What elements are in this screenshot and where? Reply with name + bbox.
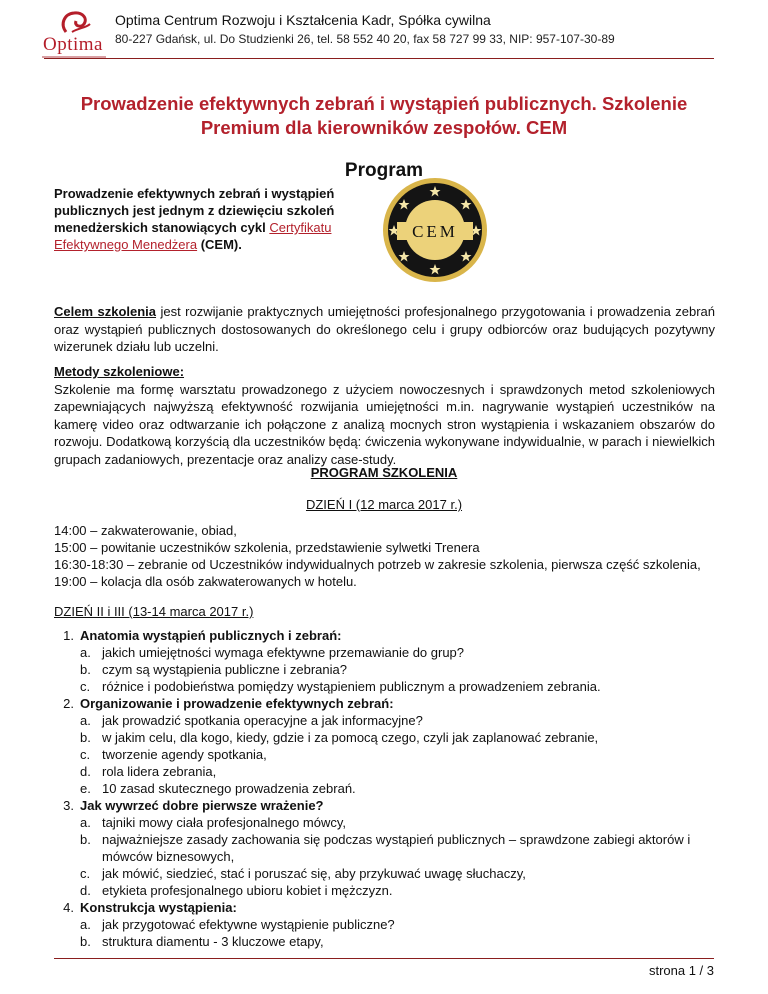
item-letter: e. — [80, 781, 91, 796]
item-letter: c. — [80, 679, 91, 694]
list-item — [54, 763, 715, 780]
section-number: 3. — [63, 798, 74, 813]
program-title: PROGRAM SZKOLENIA — [310, 465, 458, 480]
cem-certificate-link[interactable]: Certyfikatu Efektywnego Menedżera — [54, 220, 332, 252]
list-item — [54, 712, 715, 729]
section-title: Anatomia wystąpień publicznych i zebrań: — [80, 628, 342, 643]
list-item — [54, 831, 715, 865]
page-number: strona 1 / 3 — [648, 963, 714, 978]
section-title: Organizowanie i prowadzenie efektywnych zebrań: — [80, 696, 394, 711]
day1-schedule — [54, 522, 701, 590]
program-list — [54, 627, 715, 950]
list-item — [54, 644, 715, 661]
list-item — [54, 678, 715, 695]
item-text: 10 zasad skutecznego prowadzenia zebrań. — [102, 781, 356, 796]
item-letter: a. — [80, 645, 91, 660]
item-text: tajniki mowy ciała profesjonalnego mówcy, — [102, 815, 346, 830]
list-item — [54, 729, 715, 746]
schedule-item: 14:00 – zakwaterowanie, obiad, — [54, 523, 237, 538]
item-text: czym są wystąpienia publiczne i zebrania? — [102, 662, 347, 677]
section-title: Konstrukcja wystąpienia: — [80, 900, 237, 915]
schedule-item: 19:00 – kolacja dla osób zakwaterowanych w hotelu. — [54, 574, 357, 589]
item-letter: a. — [80, 713, 91, 728]
day1-title: DZIEŃ I (12 marca 2017 r.) — [305, 497, 463, 512]
item-text: tworzenie agendy spotkania, — [102, 747, 267, 762]
item-text: etykieta profesjonalnego ubioru kobiet i mężczyzn. — [102, 883, 393, 898]
schedule-item: 16:30-18:30 – zebranie od Uczestników indywidualnych potrzeb w zakresie szkolenia, pierwsza część szkolenia, — [54, 557, 701, 572]
day2-title: DZIEŃ II i III (13-14 marca 2017 r.) — [54, 604, 254, 619]
section-heading — [54, 797, 715, 814]
program-heading: Program — [344, 160, 424, 181]
goal-paragraph — [54, 303, 715, 356]
item-letter: d. — [80, 883, 91, 898]
logo-text: Optima — [43, 34, 103, 55]
item-letter: b. — [80, 730, 91, 745]
item-letter: a. — [80, 917, 91, 932]
item-text: jak prowadzić spotkania operacyjne a jak informacyjne? — [102, 713, 423, 728]
cem-badge-icon — [382, 177, 488, 283]
item-letter: b. — [80, 934, 91, 949]
list-item — [54, 865, 715, 882]
item-letter: b. — [80, 662, 91, 677]
company-address: 80-227 Gdańsk, ul. Do Studzienki 26, tel. 58 552 40 20, fax 58 727 99 33, NIP: 957-107-30-89 — [115, 32, 615, 46]
company-name: Optima Centrum Rozwoju i Kształcenia Kadr, Spółka cywilna — [115, 12, 491, 28]
list-item — [54, 780, 715, 797]
intro-text-end: (CEM). — [197, 237, 242, 252]
item-text: w jakim celu, dla kogo, kiedy, gdzie i za pomocą czego, czyli jak zaplanować zebranie, — [102, 730, 599, 745]
methods-label: Metody szkoleniowe: — [54, 364, 185, 379]
item-text: struktura diamentu - 3 kluczowe etapy, — [102, 934, 324, 949]
item-text: rola lidera zebrania, — [102, 764, 217, 779]
footer-divider — [54, 958, 714, 959]
item-letter: a. — [80, 815, 91, 830]
section-heading — [54, 695, 715, 712]
list-item — [54, 916, 715, 933]
logo-swirl-icon — [36, 10, 110, 36]
list-item — [54, 814, 715, 831]
intro-paragraph — [54, 185, 354, 253]
optima-logo — [36, 10, 110, 58]
list-item — [54, 661, 715, 678]
item-text: jakich umiejętności wymaga efektywne przemawianie do grup? — [102, 645, 465, 660]
list-item — [54, 746, 715, 763]
goal-label: Celem szkolenia — [54, 304, 157, 319]
list-item — [54, 882, 715, 899]
section-number: 1. — [63, 628, 74, 643]
document-title: Prowadzenie efektywnych zebrań i wystąpień publicznych. Szkolenie Premium dla kierowników zespołów. CEM — [80, 93, 688, 138]
item-text: różnice i podobieństwa pomiędzy wystąpieniem publicznym a prowadzeniem zebrania. — [102, 679, 601, 694]
methods-section — [54, 363, 715, 468]
header-divider — [44, 58, 714, 59]
item-text: najważniejsze zasady zachowania się podczas wystąpień publicznych – sprawdzone zabiegi aktorów i mówców biznesowych, — [102, 832, 691, 864]
item-letter: d. — [80, 764, 91, 779]
methods-text: Szkolenie ma formę warsztatu prowadzonego z użyciem nowoczesnych i sprawdzonych metod szkoleniowych zapewniających najwyższą efektywność rozwijania umiejętności m.in. nagrywanie wystąpień uczestników na kamerę video oraz odtwarzanie ich połączone z analizą mocnych stron wystąpienia i wskazaniem obszarów do rozwoju. Dodatkową korzyścią dla uczestników będą: ćwiczenia wykonywane indywidualnie, w parach i niewielkich grupach zadaniowych, prezentacje oraz analizy case-study. — [54, 381, 715, 467]
badge-label: CEM — [412, 222, 458, 241]
section-heading — [54, 627, 715, 644]
item-text: jak mówić, siedzieć, stać i poruszać się, aby przykuwać uwagę słuchaczy, — [102, 866, 526, 881]
section-heading — [54, 899, 715, 916]
section-number: 2. — [63, 696, 74, 711]
item-text: jak przygotować efektywne wystąpienie publiczne? — [102, 917, 395, 932]
item-letter: c. — [80, 866, 91, 881]
section-title: Jak wywrzeć dobre pierwsze wrażenie? — [80, 798, 324, 813]
section-number: 4. — [63, 900, 74, 915]
goal-text: jest rozwijanie praktycznych umiejętności profesjonalnego przygotowania i prowadzenia zebrań oraz wystąpień publicznych dostosowanych do określonego celu i grupy odbiorców oraz budujących pozytywny wizerunek działu lub uczelni. — [54, 304, 716, 354]
intro-text: Prowadzenie efektywnych zebrań i wystąpień publicznych jest jednym z dziewięciu szkoleń menedżerskich stanowiących cykl — [54, 186, 335, 235]
item-letter: b. — [80, 832, 91, 847]
list-item — [54, 933, 715, 950]
item-letter: c. — [80, 747, 91, 762]
schedule-item: 15:00 – powitanie uczestników szkolenia, przedstawienie sylwetki Trenera — [54, 540, 480, 555]
letterhead — [34, 8, 734, 56]
